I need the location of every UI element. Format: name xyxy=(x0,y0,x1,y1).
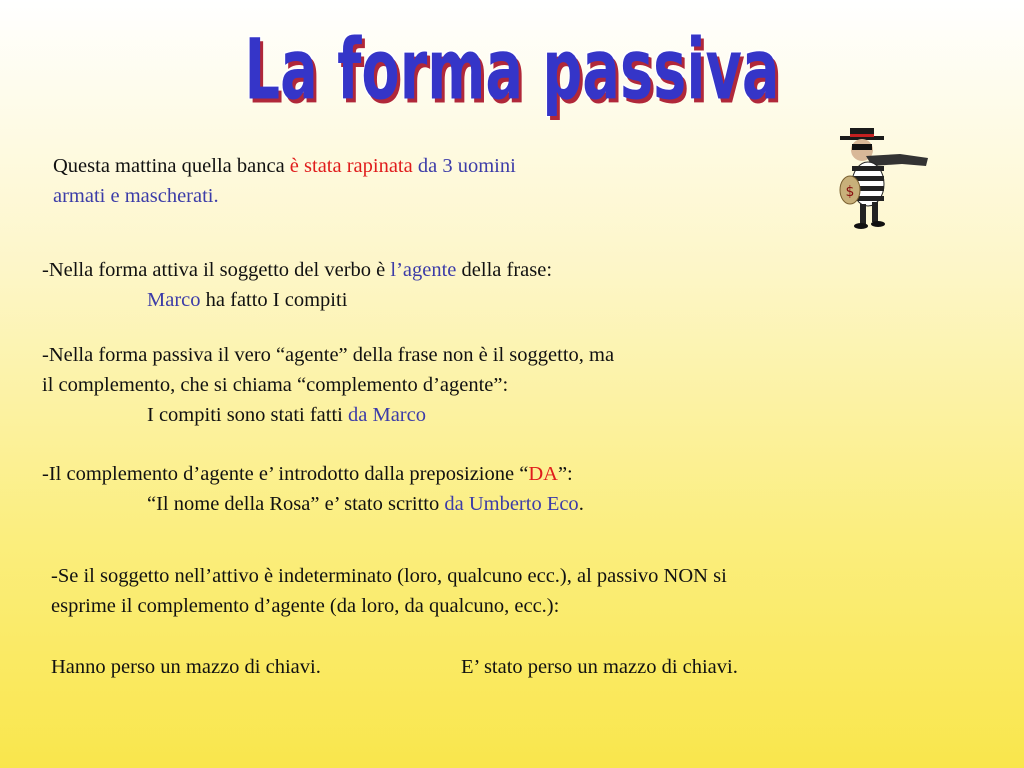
page-title: La forma passiva xyxy=(244,20,780,119)
intro-text: Questa mattina quella banca xyxy=(53,155,290,177)
preposition-da: DA xyxy=(528,463,558,485)
active-rule: -Nella forma attiva il soggetto del verbo è xyxy=(42,259,391,281)
preposition-example-agent: da Umberto Eco xyxy=(444,493,579,515)
preposition-rule: -Il complemento d’agente e’ introdotto dalla preposizione “ xyxy=(42,463,529,485)
indeterminate-rule-line2: esprime il complemento d’agente (da loro, da qualcuno, ecc.): xyxy=(51,595,560,617)
svg-text:$: $ xyxy=(845,184,855,200)
indeterminate-section xyxy=(51,561,727,621)
passive-example-agent: da Marco xyxy=(348,404,426,426)
indeterminate-example-passive: E’ stato perso un mazzo di chiavi. xyxy=(461,656,738,678)
indeterminate-example-active: Hanno perso un mazzo di chiavi. xyxy=(51,656,321,678)
intro-agent: da 3 uomini xyxy=(412,155,516,177)
passive-example: I compiti sono stati fatti xyxy=(147,404,348,426)
preposition-example: “Il nome della Rosa” e’ stato scritto xyxy=(147,493,445,515)
active-example-rest: ha fatto I compiti xyxy=(200,289,348,311)
preposition-example-end: . xyxy=(578,493,584,515)
passive-rule-line2: il complemento, che si chiama “complemento d’agente”: xyxy=(42,374,509,396)
passive-rule-line1: -Nella forma passiva il vero “agente” della frase non è il soggetto, ma xyxy=(42,344,615,366)
intro-paragraph xyxy=(53,151,516,211)
indeterminate-rule-line1: -Se il soggetto nell’attivo è indeterminato (loro, qualcuno ecc.), al passivo NON si xyxy=(51,565,727,587)
passive-form-section xyxy=(42,340,614,430)
burglar-clipart xyxy=(830,126,938,232)
active-example-subject: Marco xyxy=(147,289,201,311)
active-agente-term: l’agente xyxy=(390,259,457,281)
active-rule-end: della frase: xyxy=(456,259,553,281)
preposition-rule-end: ”: xyxy=(557,463,573,485)
intro-agent-continued: armati e mascherati. xyxy=(53,185,219,207)
preposition-section xyxy=(42,459,584,519)
intro-verb: è stata rapinata xyxy=(289,155,413,177)
active-form-section xyxy=(42,255,552,315)
